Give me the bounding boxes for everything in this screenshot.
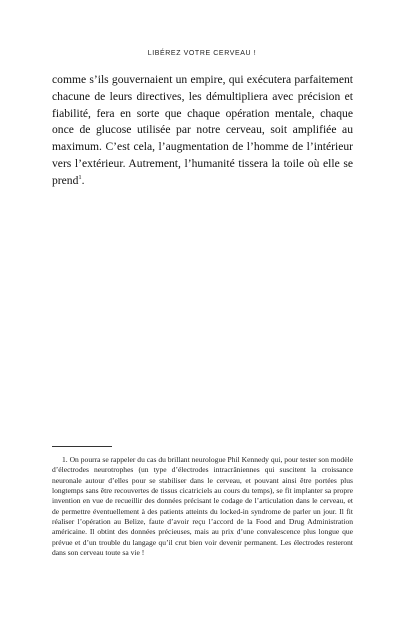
body-paragraph-end: . [81, 173, 85, 187]
body-paragraph-text: comme s’ils gouvernaient un empire, qui exécutera parfaitement chacune de leurs directives, les démultipliera avec précision et fiabilité, fera en sorte que chaque opération mentale, chaque once de glucose utilisée par notre cerveau, soit amplifiée au maximum. C’est cela, l’augmentation de l’homme de l’intérieur vers l’extérieur. Autrement, l’humanité tissera la toile où elle se prend [52, 73, 353, 187]
footnote-1: 1. On pourra se rappeler du cas du brillant neurologue Phil Kennedy qui, pour tester son modèle d’électrodes neurotrophes (un type d’électrodes intracrâniennes qui suscitent la croissance neuronale autour d’elles pour se stabiliser dans le cerveau, et pouvant ainsi être portées plus longtemps sans être recouvertes de tissus cicatriciels au cours du temps), se fit implanter sa propre invention en vue de recueillir des données précisant le codage de l’articulation dans le cerveau, et de permettre éventuellement à des patients atteints du locked-in syndrome de parler un jour. Il fit réaliser l’opération au Belize, faute d’avoir reçu l’accord de la Food and Drug Administration américaine. Il obtint des données précieuses, mais au prix d’une convalescence plus longue que prévue et d’un trouble du langage qu’il crut bien voir devenir permanent. Les électrodes resteront dans son cerveau toute sa vie ! [52, 455, 353, 558]
footnote-separator [52, 446, 112, 447]
body-paragraph [52, 72, 353, 190]
footnote-reference[interactable]: 1 [78, 173, 82, 181]
running-header: LIBÉREZ VOTRE CERVEAU ! [147, 50, 257, 57]
